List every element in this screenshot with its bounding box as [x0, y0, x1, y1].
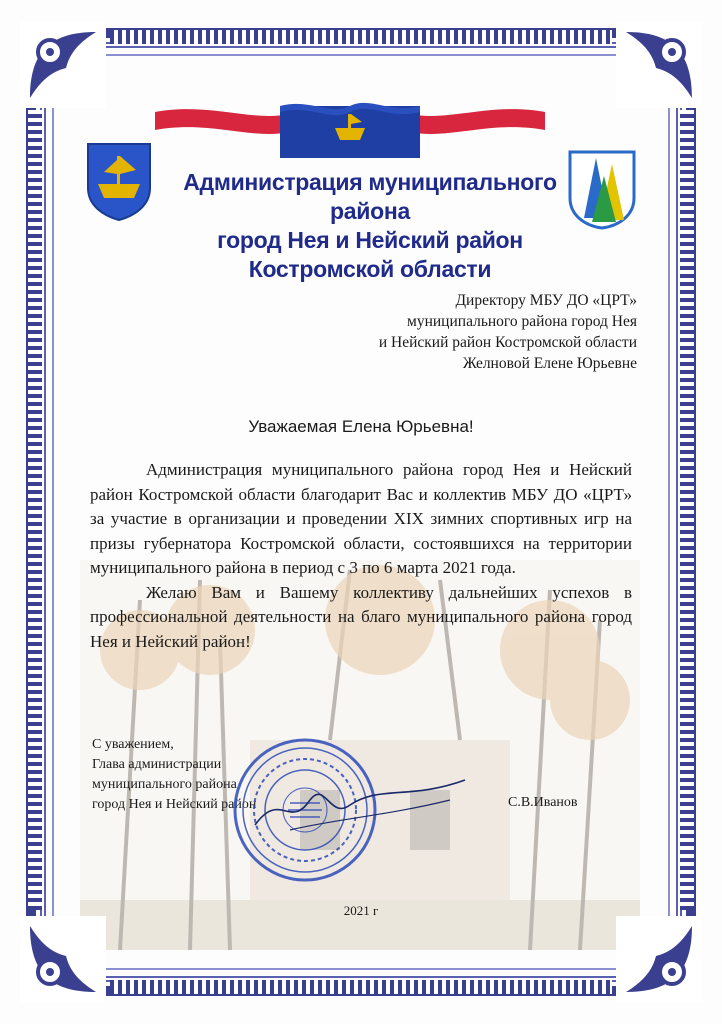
- frame-pattern-left: [28, 110, 42, 910]
- corner-ornament-icon: [20, 916, 106, 1002]
- salutation: Уважаемая Елена Юрьевна!: [248, 417, 474, 436]
- closing-line: муниципального района: [92, 777, 237, 792]
- body-paragraph: Желаю Вам и Вашему коллективу дальнейших успехов в профессиональной деятельности на благо муниципального района город Нея и Нейский район!: [90, 582, 632, 651]
- header-title: [150, 168, 590, 284]
- flag-ribbon-icon: [150, 92, 550, 170]
- signature-icon: [250, 770, 470, 840]
- header-title-line: город Нея и Нейский район: [217, 227, 523, 253]
- corner-ornament-icon: [616, 22, 702, 108]
- closing-line: город Нея и Нейский район: [92, 797, 257, 812]
- addressee-line: и Нейский район Костромской области: [378, 334, 637, 351]
- letter-body: [90, 458, 632, 654]
- addressee-line: Директору МБУ ДО «ЦРТ»: [455, 292, 637, 309]
- closing-line: Глава администрации: [92, 757, 222, 772]
- coat-of-arms-icon: [84, 140, 154, 222]
- corner-ornament-icon: [616, 916, 702, 1002]
- frame-pattern-right: [680, 110, 694, 910]
- header-title-line: Администрация муниципального района: [183, 169, 557, 224]
- body-paragraph: Администрация муниципального района город Нея и Нейский район Костромской области благодарит Вас и коллектив МБУ ДО «ЦРТ» за участие в организации и проведении XIX зимних спортивных игр на призы губернатора Костромской области, состоявшихся на территории муниципального района в период с 3 по 6 марта 2021 года.: [90, 460, 632, 577]
- frame-pattern-top: [110, 30, 612, 44]
- header-title-line: Костромской области: [248, 256, 492, 282]
- corner-ornament-icon: [20, 22, 106, 108]
- addressee-line: Желновой Елене Юрьевне: [462, 355, 637, 372]
- closing-line: С уважением,: [92, 737, 174, 752]
- signer-name: С.В.Иванов: [508, 795, 578, 810]
- addressee-block: [297, 290, 637, 374]
- addressee-line: муниципального района город Нея: [407, 313, 637, 330]
- frame-pattern-bottom: [110, 980, 612, 994]
- document-year: 2021 г: [343, 903, 379, 918]
